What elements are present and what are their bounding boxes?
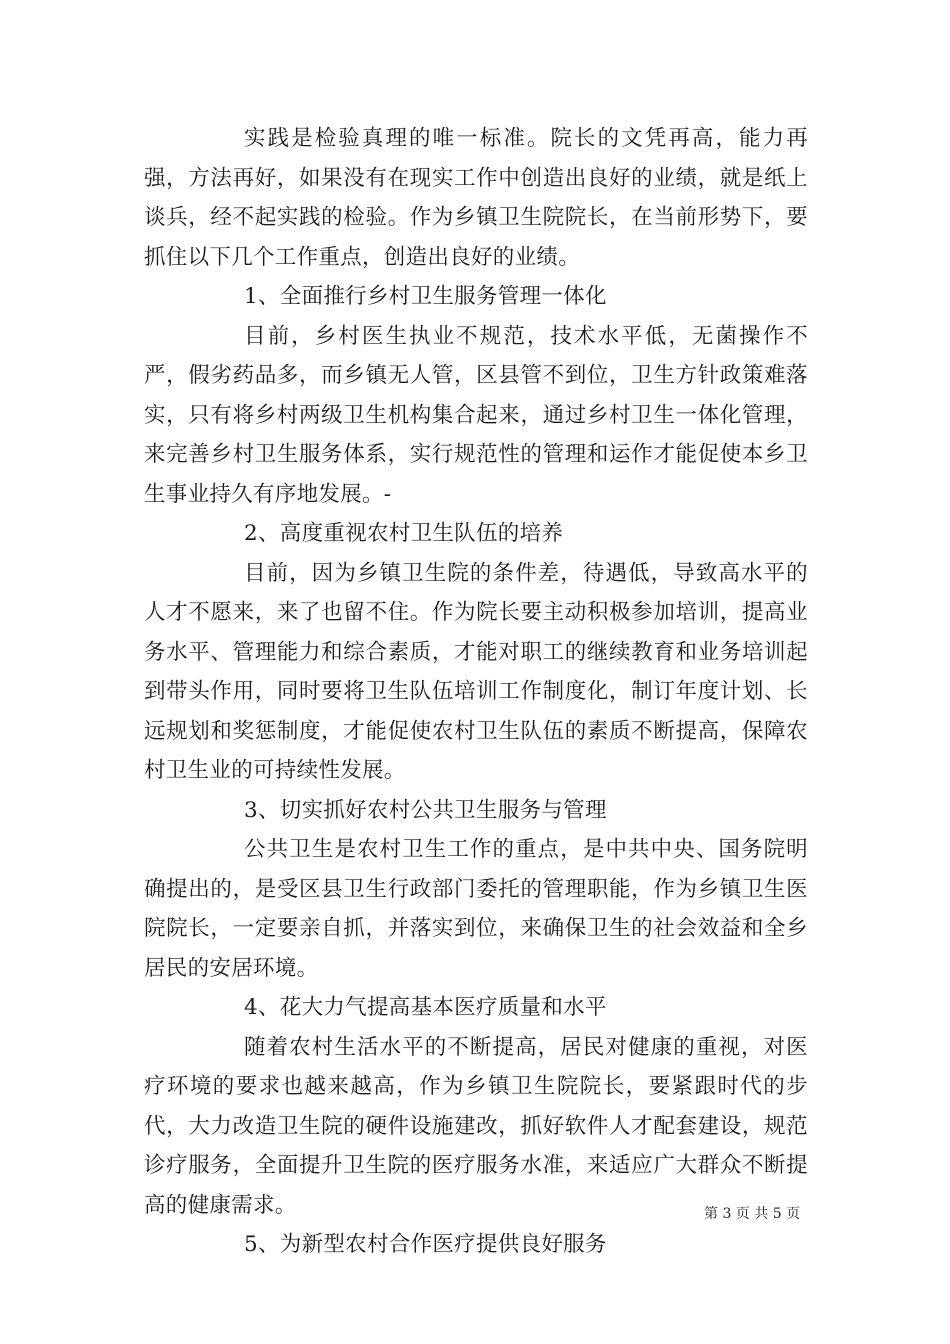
section-heading-5: 5、为新型农村合作医疗提供良好服务 bbox=[244, 1232, 607, 1257]
section-heading-4: 4、花大力气提高基本医疗质量和水平 bbox=[244, 995, 607, 1020]
section-heading-2: 2、高度重视农村卫生队伍的培养 bbox=[244, 521, 564, 546]
paragraph-section-2: 目前，因为乡镇卫生院的条件差，待遇低，导致高水平的人才不愿来，来了也留不住。作为院长要主动积极参加培训，提高业务水平、管理能力和综合素质，才能对职工的继续教育和业务培训起到带头作用，同时要将卫生队伍培训工作制度化，制订年度计划、长远规划和奖惩制度，才能促使农村卫生队伍的素质不断提高，保障农村卫生业的可持续性发展。 bbox=[144, 560, 808, 783]
document-body bbox=[144, 119, 808, 1265]
paragraph-section-4: 随着农村生活水平的不断提高，居民对健康的重视，对医疗环境的要求也越来越高，作为乡镇卫生院院长，要紧跟时代的步代，大力改造卫生院的硬件设施建改，抓好软件人才配套建设，规范诊疗服务，全面提升卫生院的医疗服务水准，来适应广大群众不断提高的健康需求。 bbox=[144, 1034, 808, 1218]
page-number-footer: 第 3 页 共 5 页 bbox=[704, 1206, 801, 1222]
section-heading-3: 3、切实抓好农村公共卫生服务与管理 bbox=[244, 797, 607, 823]
paragraph-intro: 实践是检验真理的唯一标准。院长的文凭再高，能力再强，方法再好，如果没有在现实工作中创造出良好的业绩，就是纸上谈兵，经不起实践的检验。作为乡镇卫生院院长，在当前形势下，要抓住以下几个工作重点，创造出良好的业绩。 bbox=[144, 126, 808, 270]
paragraph-section-3: 公共卫生是农村卫生工作的重点，是中共中央、国务院明确提出的，是受区县卫生行政部门委托的管理职能，作为乡镇卫生医院院长，一定要亲自抓，并落实到位，来确保卫生的社会效益和全乡居民的安居环境。 bbox=[144, 837, 808, 981]
section-heading-1: 1、全面推行乡村卫生服务管理一体化 bbox=[244, 284, 607, 309]
paragraph-section-1: 目前，乡村医生执业不规范，技术水平低，无菌操作不严，假劣药品多，而乡镇无人管，区县管不到位，卫生方针政策难落实，只有将乡村两级卫生机构集合起来，通过乡村卫生一体化管理，来完善乡村卫生服务体系，实行规范性的管理和运作才能促使本乡卫生事业持久有序地发展。- bbox=[144, 323, 808, 507]
